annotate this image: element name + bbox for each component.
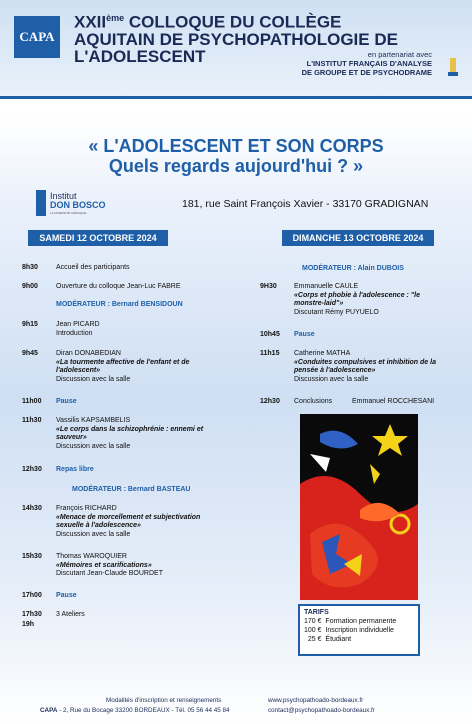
session-text: 3 Ateliers (56, 611, 85, 618)
moderator-label: MODÉRATEUR : Bernard BASTEAU (72, 486, 191, 493)
session-detail: Discussion avec la salle (56, 442, 131, 450)
logo-institut: Institut (50, 191, 77, 201)
time-slot: 11h30 (22, 417, 42, 424)
logo-tagline: LA DIVERSITÉ S'ÉDUQUE (50, 211, 87, 215)
venue-address: 181, rue Saint François Xavier - 33170 GRADIGNAN (182, 198, 429, 210)
moderator-label: MODÉRATEUR : Alain DUBOIS (302, 265, 404, 272)
time-slot: 9H30 (260, 283, 277, 290)
talk-title: sauveur» (56, 434, 87, 441)
session-text: Conclusions (294, 398, 333, 405)
theme-line-1: « L'ADOLESCENT ET SON CORPS (88, 136, 384, 156)
time-slot: 10h45 (260, 331, 280, 338)
tarif-price: 25 € (307, 636, 322, 643)
time-slot: 11h15 (260, 350, 280, 357)
artwork-image (300, 414, 418, 600)
footer-address: - 2, Rue du Bocage 33200 BORDEAUX - Tél. 05 56 44 45 84 (57, 707, 230, 714)
talk-title: «Mémoires et scarifications» (56, 561, 152, 569)
logo-don-bosco: DON BOSCO (50, 200, 106, 210)
partner-block (252, 50, 432, 77)
session-detail: Discussion avec la salle (294, 375, 369, 383)
time-slot: 19h (22, 621, 35, 628)
session-text (56, 417, 203, 451)
sunday-header: DIMANCHE 13 OCTOBRE 2024 (282, 230, 434, 246)
session-text (56, 505, 200, 539)
session-text (294, 350, 436, 384)
partner-intro: en partenariat avec (367, 50, 432, 59)
speaker-name: Diran DONABEDIAN (56, 350, 121, 357)
pause-label: Repas libre (56, 466, 94, 473)
partner-line-1: L'INSTITUT FRANÇAIS D'ANALYSE (306, 59, 432, 68)
time-slot: 9h45 (22, 350, 38, 357)
talk-title: monstre-laid"» (294, 300, 344, 307)
session-detail: Introduction (56, 329, 93, 337)
speaker-name: Catherine MATHA (294, 350, 351, 357)
partner-line-2: DE GROUPE ET DE PSYCHODRAME (301, 68, 432, 77)
tarifs-box (298, 604, 420, 656)
tarif-price: 170 € (304, 618, 322, 625)
pause-label: Pause (294, 331, 315, 338)
speaker-name: Jean PICARD (56, 321, 100, 328)
talk-title: «Corps et phobie à l'adolescence : "le (294, 291, 420, 299)
session-detail: Discutant Rémy PUYUELO (294, 308, 379, 316)
session-detail: Discutant Jean-Claude BOURDET (56, 570, 163, 577)
pause-label: Pause (56, 398, 77, 405)
tarif-label: Inscription individuelle (325, 627, 394, 634)
edition-number: XXII (74, 12, 107, 32)
capa-logo: CAPA (14, 16, 60, 58)
title-text: COLLOQUE DU COLLÈGE AQUITAIN DE PSYCHOPATHOLOGIE DE L'ADOLESCENT (74, 12, 398, 66)
modalites-label: Modalités d'inscription et renseignements (106, 697, 222, 704)
theme-line-2: Quels regards aujourd'hui ? » (108, 156, 364, 176)
session-text: Ouverture du colloque Jean-Luc FABRE (56, 283, 181, 290)
speaker-name: François RICHARD (56, 505, 117, 512)
session-text: Accueil des participants (56, 264, 130, 271)
header-banner (0, 0, 472, 99)
talk-title: «Menace de morcellement et subjectivation (56, 513, 201, 521)
tarif-price: 100 € (304, 627, 322, 634)
theme-title (0, 136, 472, 176)
time-slot: 14h30 (22, 505, 42, 512)
moderator-label: MODÉRATEUR : Bernard BENSIDOUN (56, 301, 183, 308)
time-slot: 17h00 (22, 592, 42, 599)
ifagp-logo-icon (446, 56, 460, 78)
time-slot: 9h00 (22, 283, 38, 290)
time-slot: 12h30 (260, 398, 280, 405)
tarifs-title: TARIFS (304, 609, 329, 616)
time-slot: 17h30 (22, 611, 42, 618)
session-text (56, 553, 163, 579)
email-link[interactable]: contact@psychopathoado-bordeaux.fr (268, 707, 375, 714)
speaker-name: Vassilis KAPSAMBELIS (56, 417, 131, 424)
session-detail: Discussion avec la salle (56, 530, 131, 538)
time-slot: 12h30 (22, 466, 42, 473)
don-bosco-logo (36, 190, 126, 216)
session-text (56, 350, 189, 384)
capa-footer-name: CAPA (40, 707, 58, 714)
talk-title: «Le corps dans la schizophrénie : ennemi et (56, 425, 204, 433)
speaker-name: Emmanuelle CAULE (294, 283, 359, 290)
don-bosco-mark-icon (36, 190, 46, 216)
talk-title: pensée à l'adolescence» (294, 367, 376, 374)
tarif-row (304, 617, 414, 626)
session-detail: Discussion avec la salle (56, 375, 131, 383)
time-slot: 9h15 (22, 321, 38, 328)
session-text (56, 321, 100, 338)
tarif-row (304, 626, 414, 635)
time-slot: 8h30 (22, 264, 38, 271)
time-slot: 15h30 (22, 553, 42, 560)
pause-label: Pause (56, 592, 77, 599)
edition-sup: ème (106, 13, 125, 23)
time-slot: 11h00 (22, 398, 42, 405)
speaker-name: Thomas WAROQUIER (56, 553, 127, 560)
talk-title: l'adolescent» (56, 367, 101, 374)
talk-title: «La tourmente affective de l'enfant et de (56, 358, 190, 366)
talk-title: «Conduites compulsives et inhibition de la (294, 358, 436, 366)
tarif-label: Formation permanente (325, 618, 397, 625)
website-link[interactable]: www.psychopathoado-bordeaux.fr (268, 697, 364, 704)
tarif-label: Étudiant (325, 636, 352, 643)
tarif-row (304, 635, 414, 644)
saturday-header: SAMEDI 12 OCTOBRE 2024 (28, 230, 168, 246)
speaker-name: Emmanuel ROCCHESANI (352, 398, 435, 405)
abstract-artwork (300, 414, 418, 600)
session-text (294, 283, 420, 317)
talk-title: sexuelle à l'adolescence» (56, 522, 141, 529)
